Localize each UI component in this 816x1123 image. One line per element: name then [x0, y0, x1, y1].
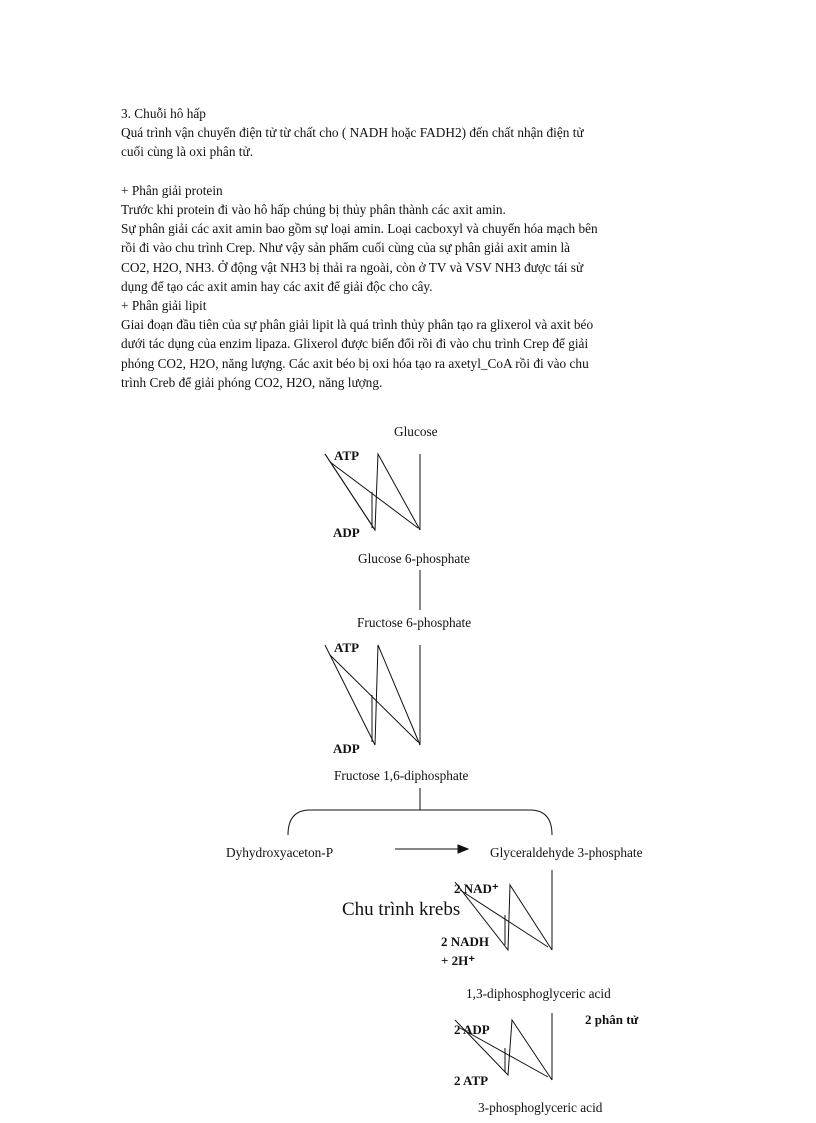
cross-line — [330, 462, 418, 528]
blank-line — [121, 162, 711, 181]
3-phosphoglycerate-label: 3-phosphoglyceric acid — [478, 1100, 603, 1115]
arrowhead — [458, 845, 468, 853]
paragraph-line: phóng CO2, H2O, năng lượng. Các axit béo bị oxi hóa tạo ra axetyl_CoA rồi đi vào chu — [121, 355, 589, 371]
paragraph-line: dưới tác dụng của enzim lipaza. Glixerol được biến đổi rồi đi vào chu trình Crep để giải — [121, 336, 589, 352]
paragraph-line: Sự phân giải các axit amin bao gồm sự loại amin. Loại cacboxyl và chuyển hóa mạch bên — [121, 221, 598, 237]
glyceraldehyde-3-phosphate-label: Glyceraldehyde 3-phosphate — [490, 845, 643, 860]
atp-label: ATP — [334, 448, 360, 463]
paragraph-line: dụng để tạo các axit amin hay các axit để giải độc cho cây. — [121, 278, 433, 294]
dihydroxyacetone-phosphate-label: Dyhydroxyaceton-P — [226, 845, 334, 860]
nadh-label: 2 NADH — [441, 934, 490, 949]
adp-label: ADP — [333, 741, 360, 756]
hydrogen-label: + 2H⁺ — [441, 953, 476, 968]
paragraph-line: trình Creb để giải phóng CO2, H2O, năng lượng. — [121, 374, 383, 390]
atp-arrow-line — [325, 454, 375, 530]
cross-line — [330, 655, 418, 742]
glucose-6-phosphate-label: Glucose 6-phosphate — [358, 551, 470, 566]
krebs-cycle-label: Chu trình krebs — [342, 899, 461, 920]
fructose-1-6-diphosphate-label: Fructose 1,6-diphosphate — [334, 768, 469, 783]
split-bracket — [288, 810, 552, 835]
fructose-6-phosphate-label: Fructose 6-phosphate — [357, 615, 472, 630]
glucose-label: Glucose — [394, 424, 438, 439]
atp-adp-zigzag — [325, 645, 420, 745]
atp-label: ATP — [334, 640, 360, 655]
paragraph-line: rồi đi vào chu trình Crep. Như vậy sản phẩm cuối cùng của sự phân giải axit amin là — [121, 240, 571, 256]
paragraph-line: cuối cùng là oxi phân tử. — [121, 144, 254, 160]
paragraph-line: CO2, H2O, NH3. Ở động vật NH3 bị thải ra ngoài, còn ở TV và VSV NH3 được tái sử — [121, 259, 584, 275]
paragraph-line: Quá trình vận chuyển điện tử từ chất cho ( NADH hoặc FADH2) đến chất nhận điện tử — [121, 125, 584, 141]
atp-label: 2 ATP — [454, 1073, 489, 1088]
lipit-heading: + Phân giải lipit — [121, 298, 207, 314]
protein-heading: + Phân giải protein — [121, 182, 223, 198]
adp-label: 2 ADP — [454, 1022, 490, 1037]
paragraph-line: Trước khi protein đi vào hô hấp chúng bị thủy phân thành các axit amin. — [121, 202, 506, 217]
nad-label: 2 NAD⁺ — [454, 881, 499, 896]
atp-adp-zigzag — [325, 454, 420, 530]
text-body — [121, 104, 711, 392]
paragraph-line: Giai đoạn đầu tiên của sự phân giải lipit là quá trình thủy phân tạo ra glixerol và axit béo — [121, 317, 594, 333]
section-heading: 3. Chuỗi hô hấp — [121, 106, 206, 121]
two-molecules-label: 2 phân tử — [585, 1012, 639, 1027]
bisphosphoglycerate-label: 1,3-diphosphoglyceric acid — [466, 986, 611, 1001]
adp-label: ADP — [333, 525, 360, 540]
